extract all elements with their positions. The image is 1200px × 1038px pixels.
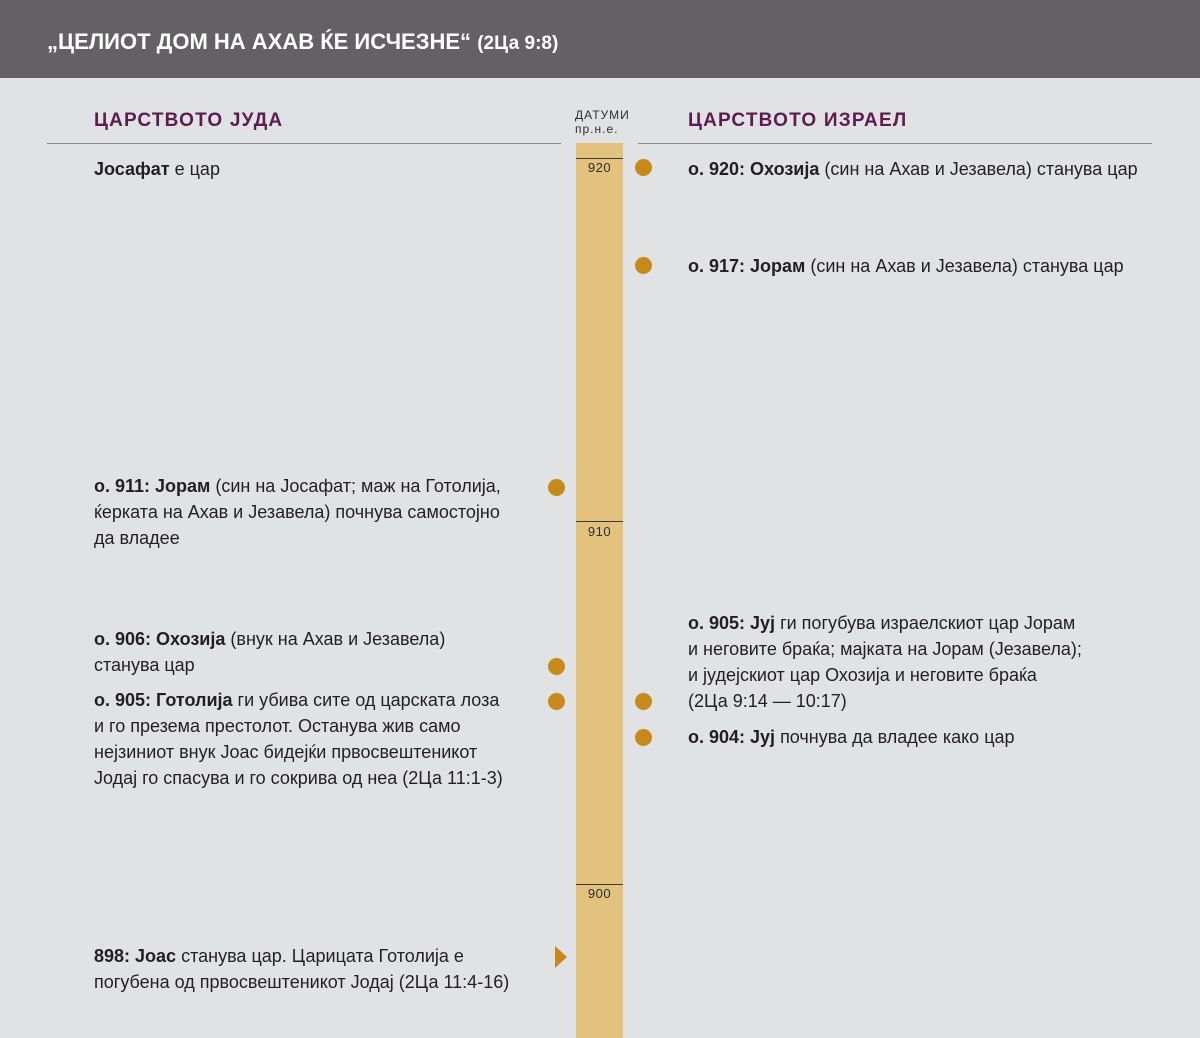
event-text: е цар [174,159,220,179]
tick-label-920: 920 [587,160,612,175]
israel-905-dot-icon [635,693,652,710]
judah-heading: ЦАРСТВОТО ЈУДА [94,110,284,131]
event-label: о. 906: Охозија [94,629,226,649]
title-banner [0,0,1200,78]
title-reference: (2Ца 9:8) [477,33,559,54]
event-text: станува цар. Царицата Готолија е погубена од првосвештеникот Јодај (2Ца 11:4-16) [94,946,510,992]
israel-event-904 [688,724,1015,750]
event-label: о. 917: Јорам [688,256,806,276]
israel-917-dot-icon [635,257,652,274]
event-label: о. 911: Јорам [94,476,211,496]
judah-898-arrow-right-icon [555,946,567,968]
israel-heading: ЦАРСТВОТО ИЗРАЕЛ [688,110,908,131]
judah-event-911 [94,473,501,551]
event-label: Јосафат [94,159,170,179]
timeline-bar [576,143,623,1038]
tick-label-900: 900 [587,886,612,901]
israel-920-dot-icon [635,159,652,176]
event-text: ги погубува израелскиот цар Јорам и неговите браќа; мајката на Јорам (Језавела); и јудејскиот цар Охозија и неговите браќа (2Ца 9:14 — 10:17) [688,613,1082,711]
judah-heading-divider [47,143,561,144]
event-label: о. 905: Готолија [94,690,233,710]
event-label: о. 920: Охозија [688,159,820,179]
title-text: „ЦЕЛИОТ ДОМ НА АХАВ ЌЕ ИСЧЕЗНЕ“ [47,29,472,54]
event-text: (внук на Ахав и Језавела) станува цар [94,629,446,675]
dates-era-label: пр.н.е. [575,122,619,136]
event-label: 898: Јоас [94,946,177,966]
israel-heading-divider [638,143,1152,144]
page-title [47,27,558,59]
dates-label: ДАТУМИ [575,108,630,122]
tick-line-920 [576,158,623,159]
israel-904-dot-icon [635,729,652,746]
judah-event-905 [94,687,503,791]
tick-line-910 [576,521,623,522]
tick-line-900 [576,884,623,885]
judah-event-jehoshaphat [94,156,220,182]
event-label: о. 904: Јуј [688,727,776,747]
event-text: (син на Ахав и Језавела) станува цар [810,256,1124,276]
israel-event-917 [688,253,1124,279]
event-text: почнува да владее како цар [780,727,1015,747]
israel-event-920 [688,156,1138,182]
tick-label-910: 910 [587,524,612,539]
judah-911-dot-icon [548,479,565,496]
judah-event-906 [94,626,445,678]
event-label: о. 905: Јуј [688,613,776,633]
judah-event-898 [94,943,509,995]
event-text: (син на Јосафат; маж на Готолија, ќерката на Ахав и Језавела) почнува самостојно да владее [94,476,501,548]
judah-906-dot-icon [548,658,565,675]
event-text: (син на Ахав и Језавела) станува цар [824,159,1138,179]
event-text: ги убива сите од царската лоза и го презема престолот. Останува жив само нејзиниот внук Јоас бидејќи првосвештеникот Јодај го спасува и го сокрива од неа (2Ца 11:1-3) [94,690,503,788]
judah-905-dot-icon [548,693,565,710]
israel-event-905 [688,610,1082,714]
